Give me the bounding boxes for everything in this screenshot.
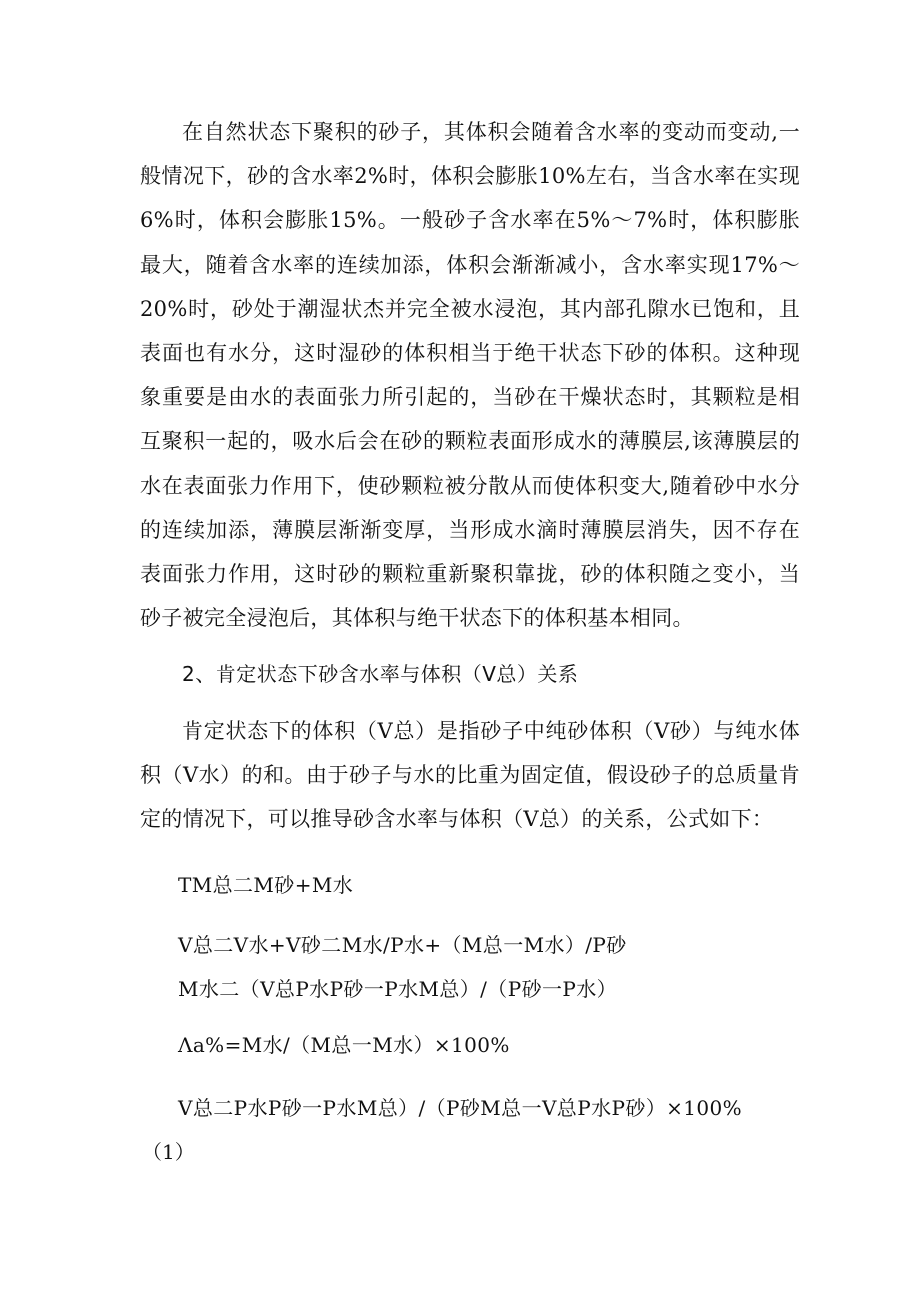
paragraph-volume-definition: 肯定状态下的体积（V总）是指砂子中纯砂体积（V砂）与纯水体积（V水）的和。由于砂子与水的比重为固定值，假设砂子的总质量肯定的情况下，可以推导砂含水率与体积（V总）的关系，公式如下： (140, 719, 800, 832)
formula-water-mass: M水二（V总P水P砂一P水M总）/（P砂一P水） (178, 977, 618, 1001)
formula-total-volume: V总二V水+V砂二M水/P水+（M总一M水）/P砂 (178, 933, 627, 957)
formula-moisture-rate: Λa%=M水/（M总一M水）×100% (178, 1033, 510, 1057)
section-heading-2: 2、肯定状态下砂含水率与体积（V总）关系 (182, 662, 579, 686)
formula-total-mass: TM总二M砂+M水 (178, 873, 354, 897)
formula-volume-relation: V总二P水P砂一P水M总）/（P砂M总一V总P水P砂）×100% (178, 1096, 743, 1120)
paragraph-sand-volume-change: 在自然状态下聚积的砂子，其体积会随着含水率的变动而变动,一般情况下，砂的含水率2%时，体积会膨胀10%左右，当含水率在实现6%时，体积会膨胀15%。一般砂子含水率在5%～7%时，体积膨胀最大，随着含水率的连续加添，体积会渐渐减小，含水率实现17%～20%时，砂处于潮湿状杰并完全被水浸泡，其内部孔隙水已饱和，且表面也有水分，这时湿砂的体积相当于绝干状态下砂的体积。这种现象重要是由水的表面张力所引起的，当砂在干燥状态时，其颗粒是相互聚积一起的，吸水后会在砂的颗粒表面形成水的薄膜层,该薄膜层的水在表面张力作用下，使砂颗粒被分散从而使体积变大,随着砂中水分的连续加添，薄膜层渐渐变厚，当形成水滴时薄膜层消失，因不存在表面张力作用，这时砂的颗粒重新聚积靠拢，砂的体积随之变小，当砂子被完全浸泡后，其体积与绝干状态下的体积基本相同。 (140, 120, 800, 631)
formula-number-tag: （1） (142, 1140, 195, 1164)
